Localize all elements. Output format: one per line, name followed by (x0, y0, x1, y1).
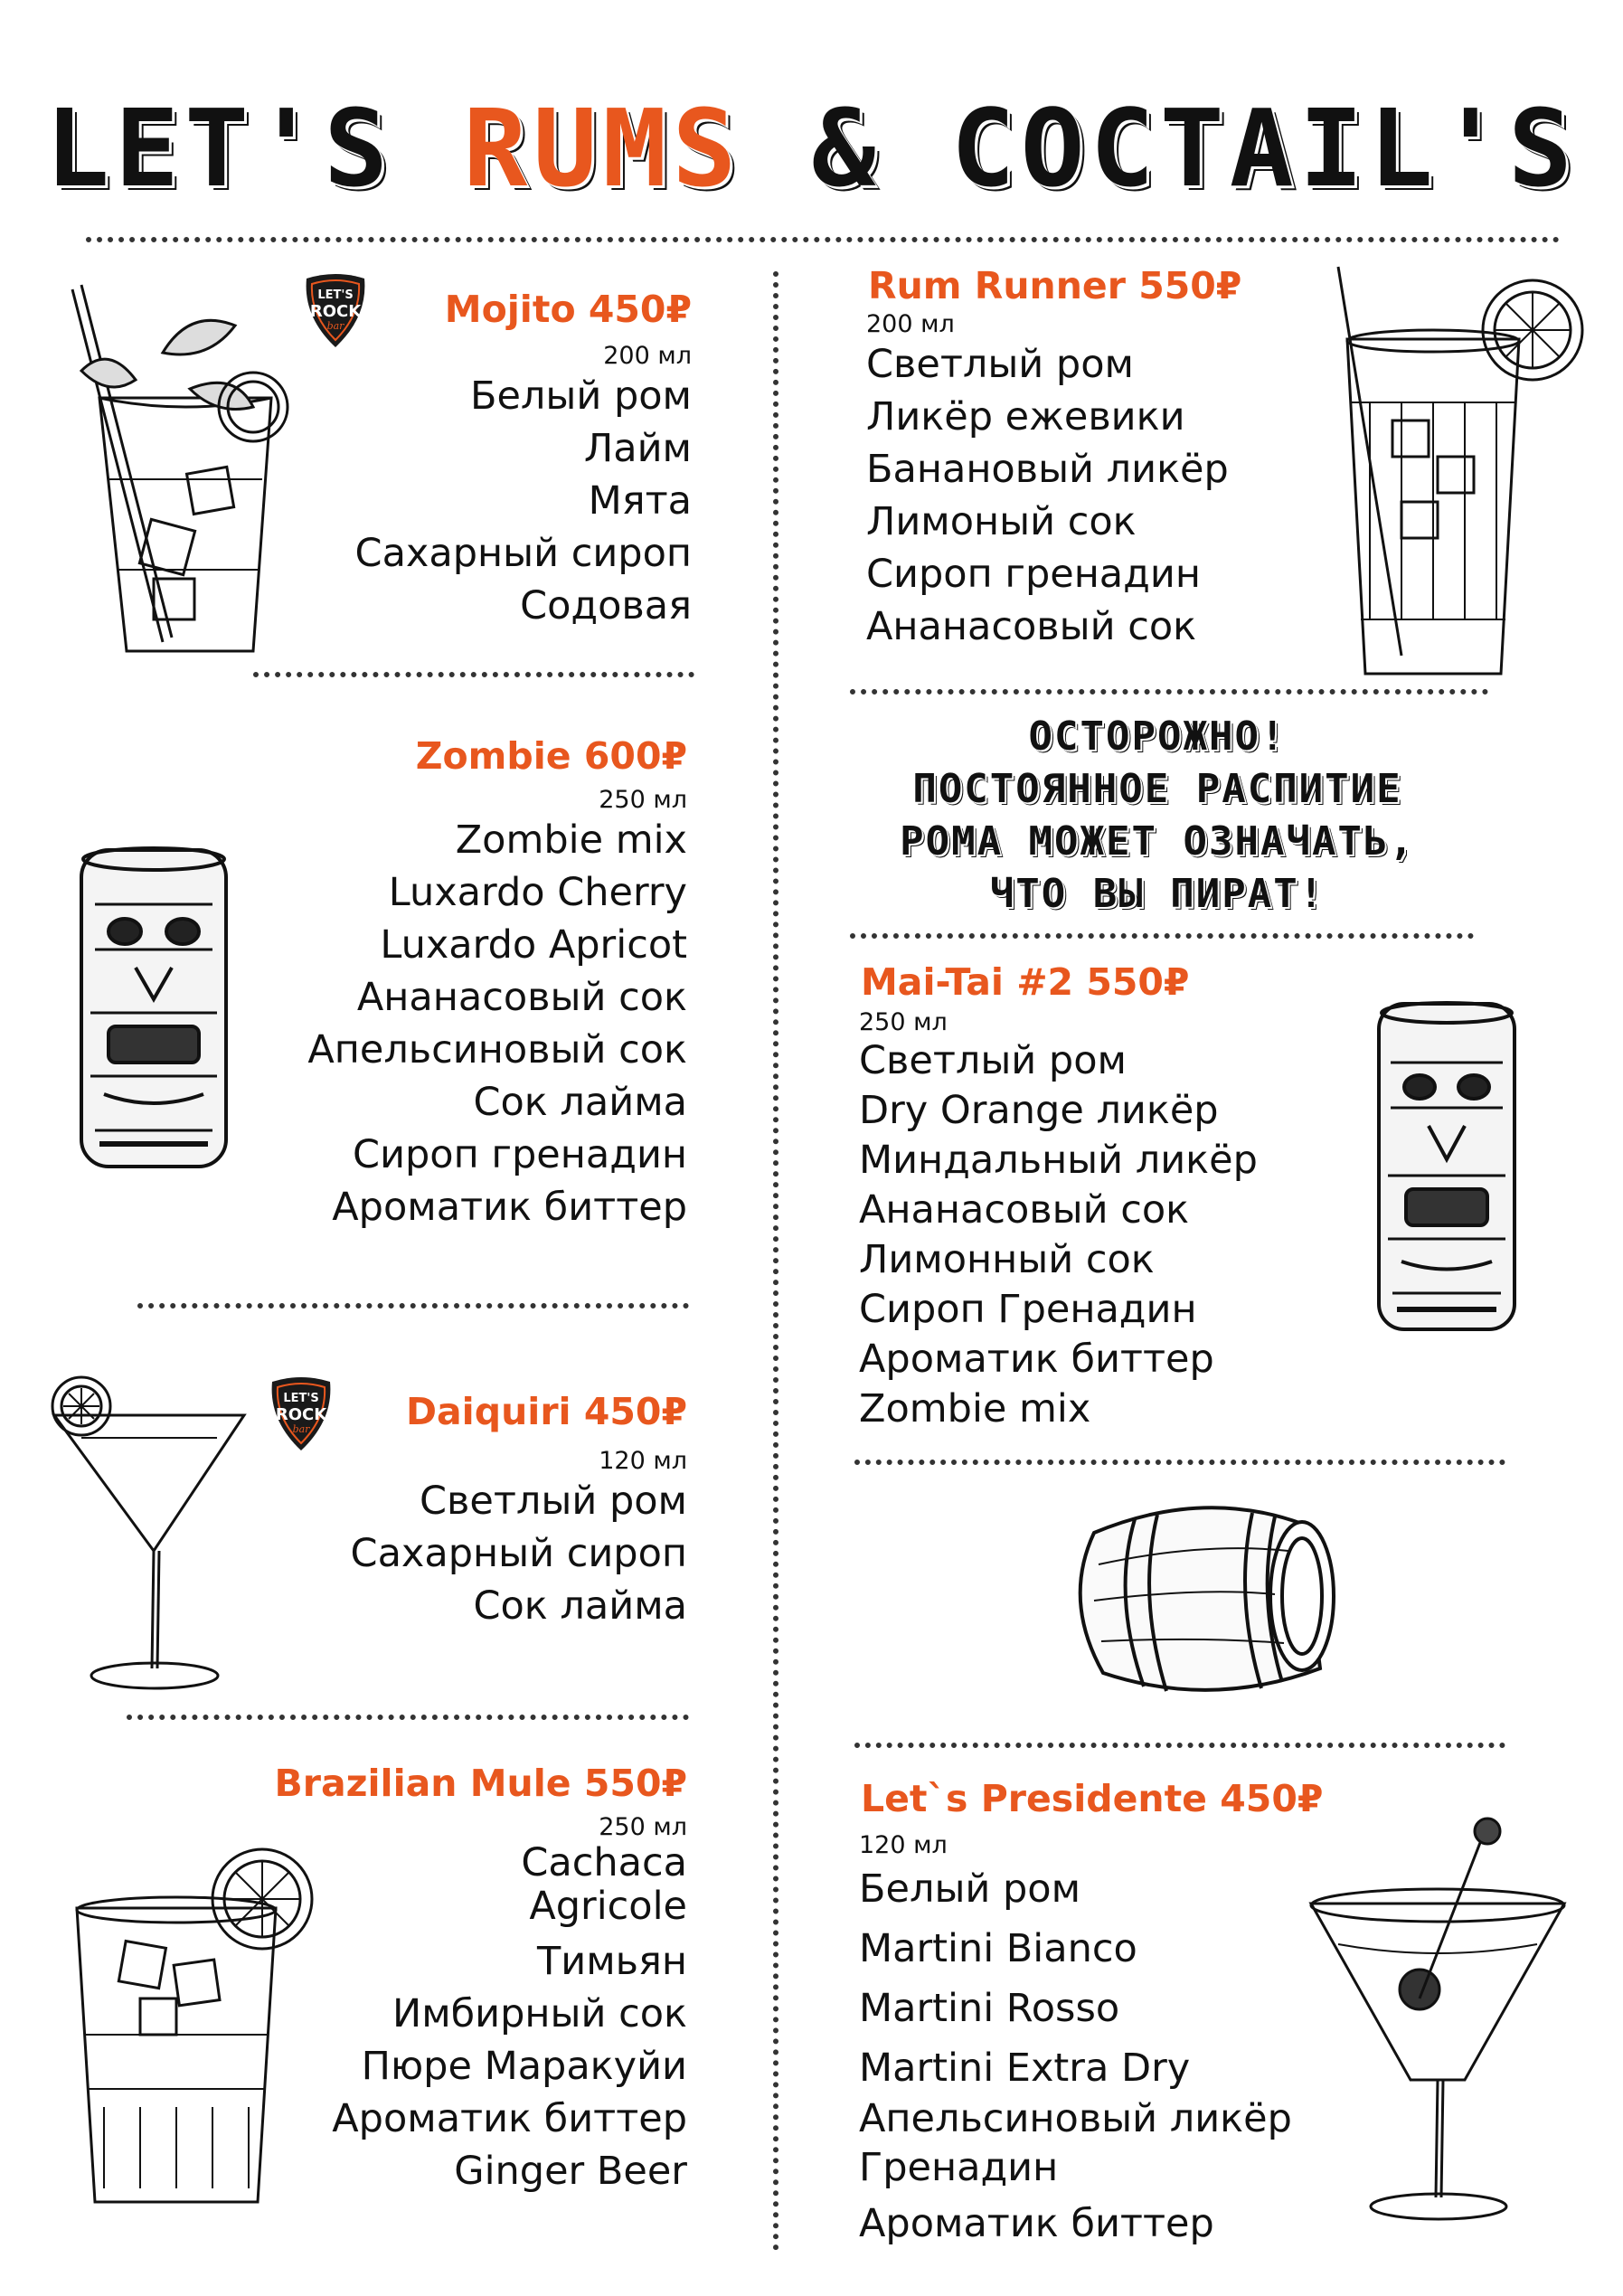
tiki-mug-illustration (72, 841, 235, 1176)
presidente-ingredient: Белый ром (859, 1866, 1081, 1912)
mai-tai-ingredient: Ароматик биттер (859, 1337, 1214, 1382)
mai-tai-ingredient: Светлый ром (859, 1038, 1127, 1083)
divider-right-4 (854, 1743, 1505, 1748)
mojito-title: Mojito 450₽ (444, 288, 692, 331)
warning-line: РОМА МОЖЕТ ОЗНАЧАТЬ, (900, 818, 1415, 865)
lets-rock-logo (301, 271, 370, 349)
daiquiri-ingredient: Сахарный сироп (350, 1531, 687, 1576)
svg-text:bar: bar (326, 320, 344, 332)
presidente-ingredient: Апельсиновый ликёр (859, 2096, 1292, 2141)
presidente-title: Let`s Presidente 450₽ (861, 1777, 1324, 1820)
mai-tai-volume: 250 мл (859, 1008, 948, 1036)
mai-tai-title: Mai-Tai #2 550₽ (861, 960, 1190, 1004)
top-divider (86, 237, 1560, 242)
daiquiri-title: Daiquiri 450₽ (405, 1390, 687, 1433)
divider-right-1 (850, 689, 1488, 694)
zombie-ingredient: Сок лайма (473, 1080, 687, 1125)
svg-text:ROCK: ROCK (275, 1405, 327, 1424)
presidente-volume: 120 мл (859, 1831, 948, 1859)
warning-line: ОСТОРОЖНО! (1028, 713, 1287, 760)
svg-text:ROCK: ROCK (309, 302, 362, 321)
column-divider (773, 271, 778, 2252)
svg-text:LET'S: LET'S (317, 288, 354, 302)
page-title (0, 86, 1623, 211)
mojito-glass-illustration (54, 271, 289, 660)
mai-tai-ingredient: Миндальный ликёр (859, 1138, 1258, 1183)
divider-left-2 (137, 1303, 689, 1309)
zombie-ingredient: Zombie mix (455, 817, 687, 863)
divider-right-2 (850, 933, 1474, 939)
presidente-ingredient: Гренадин (859, 2145, 1059, 2190)
pirate-warning (868, 711, 1447, 921)
zombie-ingredient: Ананасовый сок (356, 975, 687, 1020)
mojito-ingredient: Белый ром (469, 373, 692, 419)
brazilian-mule-ingredient: Ароматик биттер (332, 2096, 687, 2141)
tall-glass-illustration (1329, 258, 1600, 683)
presidente-ingredient: Martini Extra Dry (859, 2046, 1191, 2091)
brazilian-mule-ingredient: Ginger Beer (454, 2149, 687, 2194)
mojito-ingredient: Сахарный сироп (354, 531, 692, 576)
svg-text:LET'S: LET'S (283, 1392, 319, 1405)
brazilian-mule-volume: 250 мл (599, 1813, 687, 1841)
zombie-ingredient: Ароматик биттер (332, 1185, 687, 1230)
mojito-ingredient: Содовая (520, 583, 692, 628)
presidente-ingredient: Martini Bianco (859, 1926, 1137, 1971)
brazilian-mule-ingredient: Cachaca (521, 1840, 687, 1885)
daiquiri-ingredient: Сок лайма (473, 1583, 687, 1629)
lets-rock-logo (267, 1375, 335, 1452)
mai-tai-ingredient: Zombie mix (859, 1386, 1091, 1431)
divider-left-3 (127, 1715, 689, 1720)
rum-runner-title: Rum Runner 550₽ (868, 264, 1242, 307)
zombie-ingredient: Апельсиновый сок (307, 1027, 687, 1072)
daiquiri-details (271, 1447, 687, 1632)
zombie-ingredient: Сироп гренадин (353, 1132, 687, 1177)
zombie-details (181, 786, 687, 1233)
rum-runner-ingredient: Светлый ром (866, 342, 1134, 387)
divider-left-1 (253, 672, 694, 677)
tiki-mug-illustration (1374, 995, 1519, 1338)
divider-right-3 (854, 1460, 1505, 1465)
warning-line: ПОСТОЯННОЕ РАСПИТИЕ (912, 766, 1402, 812)
rum-runner-ingredient: Лимоный сок (866, 499, 1137, 544)
brazilian-mule-details (271, 1813, 687, 2197)
brazilian-mule-ingredient: Пюре Маракуйи (361, 2044, 687, 2089)
title-part-2: & COCTAIL'S (741, 86, 1578, 211)
rum-runner-details (866, 310, 1229, 653)
presidente-glass-illustration (1302, 1809, 1573, 2225)
rum-runner-volume: 200 мл (866, 310, 955, 338)
mai-tai-ingredient: Dry Orange ликёр (859, 1088, 1219, 1133)
zombie-title: Zombie 600₽ (415, 734, 687, 778)
title-part-1: LET'S (45, 86, 464, 211)
warning-line: ЧТО ВЫ ПИРАТ! (989, 871, 1326, 917)
zombie-ingredient: Luxardo Apricot (380, 922, 687, 968)
highball-glass-illustration (68, 1827, 321, 2216)
mojito-details (271, 342, 692, 632)
daiquiri-ingredient: Светлый ром (420, 1479, 687, 1524)
presidente-details (859, 1831, 1292, 2252)
svg-text:bar: bar (292, 1423, 310, 1435)
zombie-ingredient: Luxardo Cherry (388, 870, 687, 915)
mojito-volume: 200 мл (603, 342, 692, 370)
rum-runner-ingredient: Банановый ликёр (866, 447, 1229, 492)
martini-glass-illustration (36, 1370, 253, 1696)
mai-tai-ingredient: Ананасовый сок (859, 1187, 1190, 1233)
presidente-ingredient: Ароматик биттер (859, 2201, 1214, 2246)
brazilian-mule-ingredient: Тимьян (537, 1939, 687, 1984)
daiquiri-volume: 120 мл (599, 1447, 687, 1475)
rum-runner-ingredient: Сироп гренадин (866, 552, 1201, 597)
mojito-ingredient: Мята (588, 478, 692, 524)
zombie-volume: 250 мл (599, 786, 687, 814)
brazilian-mule-ingredient: Agricole (529, 1884, 687, 1929)
brazilian-mule-title: Brazilian Mule 550₽ (274, 1762, 687, 1805)
rum-runner-ingredient: Ананасовый сок (866, 604, 1197, 649)
mai-tai-details (859, 1008, 1258, 1434)
mai-tai-ingredient: Лимонный сок (859, 1237, 1155, 1282)
mojito-ingredient: Лайм (583, 426, 692, 471)
brazilian-mule-ingredient: Имбирный сок (392, 1991, 687, 2036)
presidente-ingredient: Martini Rosso (859, 1986, 1120, 2031)
mai-tai-ingredient: Сироп Гренадин (859, 1287, 1197, 1332)
rum-barrel-illustration (1058, 1497, 1347, 1705)
rum-runner-ingredient: Ликёр ежевики (866, 394, 1185, 439)
title-accent: RUMS (463, 86, 742, 211)
